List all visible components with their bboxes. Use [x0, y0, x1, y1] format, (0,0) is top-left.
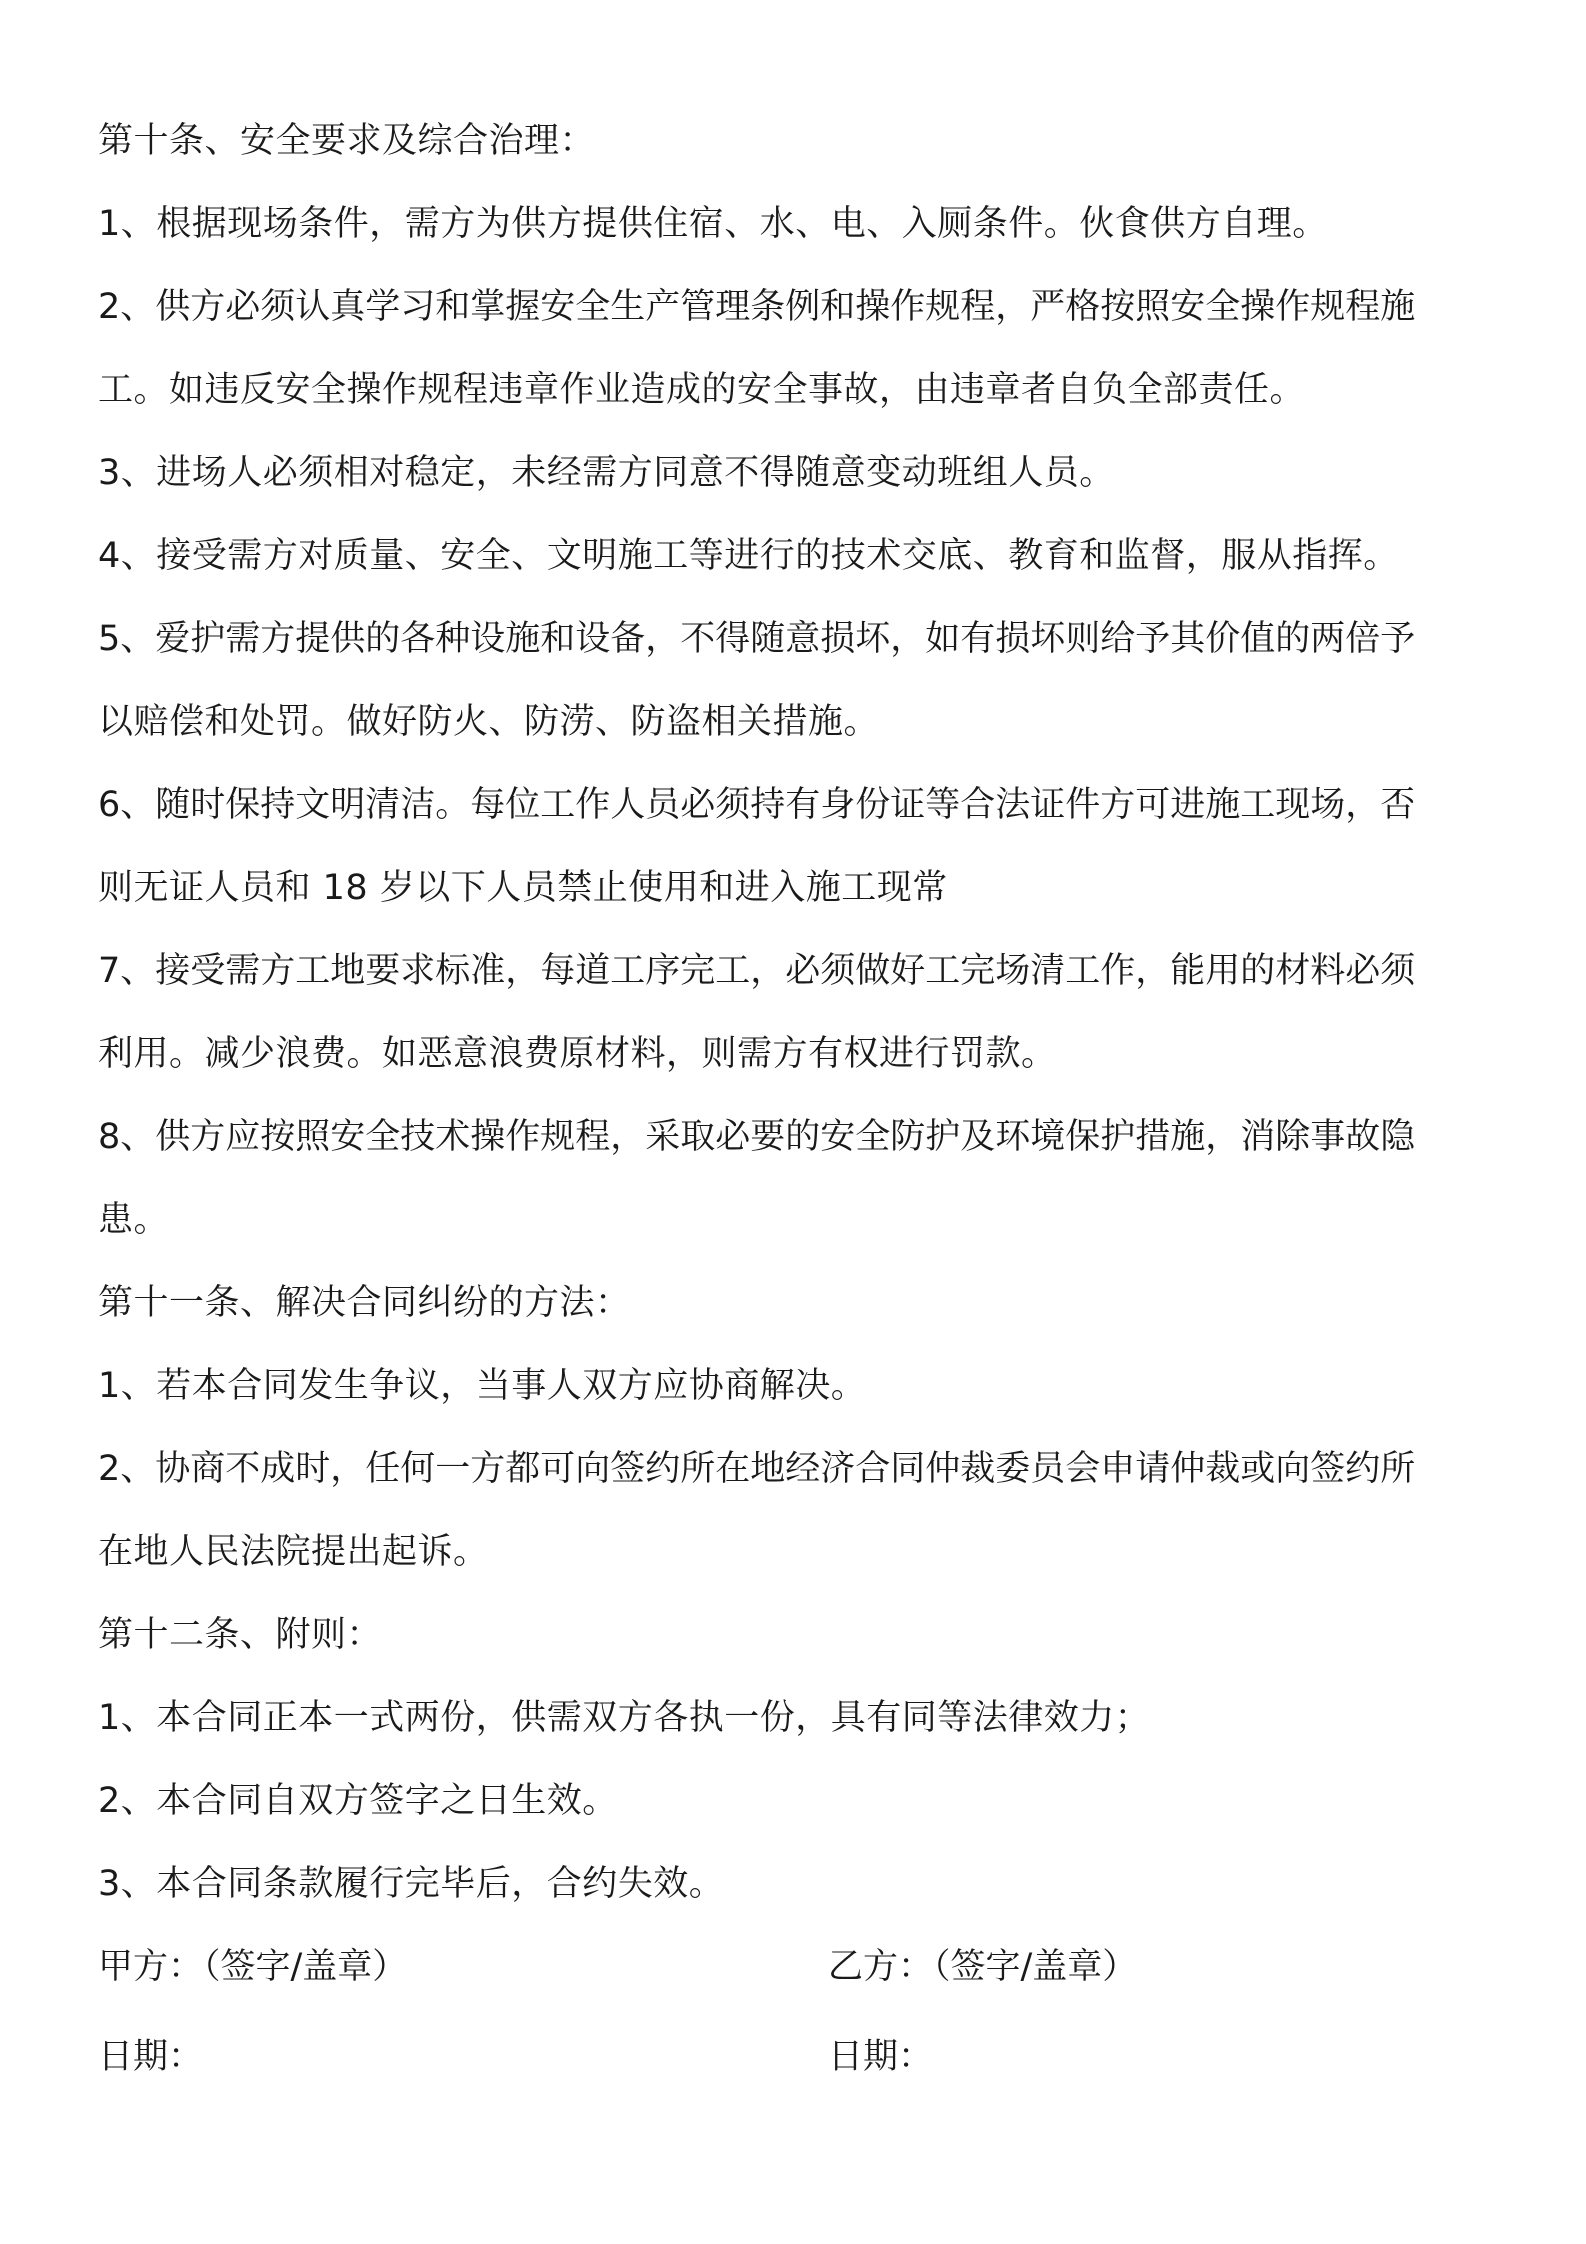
- article-10-clause-3: 3、进场人必须相对稳定，未经需方同意不得随意变动班组人员。: [98, 453, 1115, 493]
- party-b-date: 日期：: [828, 2037, 934, 2077]
- article-10-clause-6: 6、随时保持文明清洁。每位工作人员必须持有身份证等合法证件方可进施工现场，否: [98, 785, 1416, 825]
- party-a-date: 日期：: [98, 2037, 204, 2077]
- article-10-heading: 第十条、安全要求及综合治理：: [98, 121, 596, 161]
- party-a-signature: 甲方：（签字/盖章）: [98, 1947, 408, 1987]
- party-b-signature: 乙方：（签字/盖章）: [828, 1947, 1138, 1987]
- article-12-clause-2: 2、本合同自双方签字之日生效。: [98, 1781, 618, 1821]
- article-10-clause-8: 8、供方应按照安全技术操作规程，采取必要的安全防护及环境保护措施，消除事故隐: [98, 1117, 1416, 1157]
- article-10-clause-4: 4、接受需方对质量、安全、文明施工等进行的技术交底、教育和监督，服从指挥。: [98, 536, 1399, 576]
- article-12-clause-1: 1、本合同正本一式两份，供需双方各执一份，具有同等法律效力；: [98, 1698, 1151, 1738]
- contract-page: [98, 100, 1498, 2106]
- article-10-clause-2: 2、供方必须认真学习和掌握安全生产管理条例和操作规程，严格按照安全操作规程施: [98, 287, 1416, 327]
- article-12-clause-3: 3、本合同条款履行完毕后，合约失效。: [98, 1864, 725, 1904]
- article-11-clause-2: 2、协商不成时，任何一方都可向签约所在地经济合同仲裁委员会申请仲裁或向签约所: [98, 1449, 1416, 1489]
- article-12-heading: 第十二条、附则：: [98, 1615, 383, 1655]
- article-10-clause-6-cont: 则无证人员和 18 岁以下人员禁止使用和进入施工现常: [98, 868, 948, 908]
- article-11-clause-1: 1、若本合同发生争议，当事人双方应协商解决。: [98, 1366, 867, 1406]
- date-row: [98, 2016, 1498, 2106]
- article-10-clause-7: 7、接受需方工地要求标准，每道工序完工，必须做好工完场清工作，能用的材料必须: [98, 951, 1416, 991]
- article-11-clause-2-cont: 在地人民法院提出起诉。: [98, 1532, 489, 1572]
- article-10-clause-8-cont: 患。: [98, 1200, 170, 1240]
- article-11-heading: 第十一条、解决合同纠纷的方法：: [98, 1283, 631, 1323]
- article-10-clause-1: 1、根据现场条件，需方为供方提供住宿、水、电、入厕条件。伙食供方自理。: [98, 204, 1328, 244]
- article-10-clause-2-cont: 工。如违反安全操作规程违章作业造成的安全事故，由违章者自负全部责任。: [98, 370, 1306, 410]
- article-10-clause-7-cont: 利用。减少浪费。如恶意浪费原材料，则需方有权进行罚款。: [98, 1034, 1057, 1074]
- article-10-clause-5-cont: 以赔偿和处罚。做好防火、防涝、防盗相关措施。: [98, 702, 880, 742]
- article-10-clause-5: 5、爱护需方提供的各种设施和设备，不得随意损坏，如有损坏则给予其价值的两倍予: [98, 619, 1416, 659]
- signature-row: [98, 1926, 1498, 2016]
